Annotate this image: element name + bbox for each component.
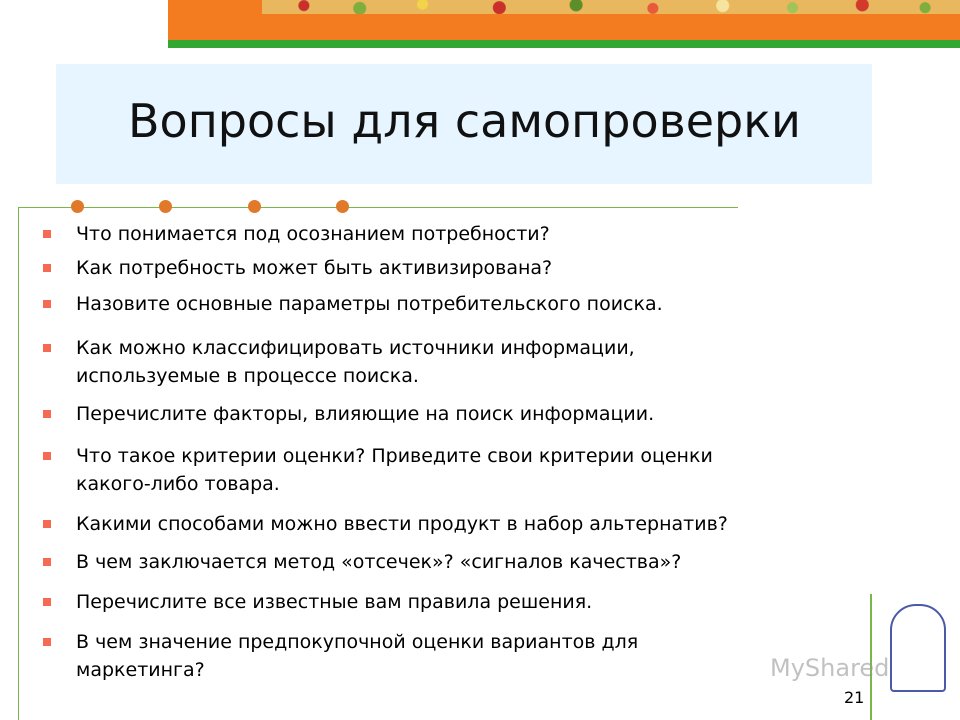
question-text: В чем значение предпокупочной оценки вариантов для [76, 631, 639, 653]
question-item [76, 400, 654, 428]
bullet-icon [43, 598, 51, 606]
slide-title: Вопросы для самопроверки [128, 94, 801, 148]
bullet-icon [43, 230, 51, 238]
question-item [76, 628, 638, 684]
bullet-icon [43, 410, 51, 418]
question-item [76, 254, 552, 282]
bullet-icon [43, 452, 51, 460]
question-text: В чем заключается метод «отсечек»? «сигналов качества»? [76, 551, 682, 573]
question-text: Какими способами можно ввести продукт в набор альтернатив? [76, 513, 728, 535]
question-item [76, 290, 663, 318]
question-text: Что понимается под осознанием потребности? [76, 223, 550, 245]
watermark-text: MyShared [770, 654, 890, 682]
bullet-icon [43, 264, 51, 272]
bullet-icon [43, 638, 51, 646]
bullet-icon [43, 344, 51, 352]
bullet-icon [43, 520, 51, 528]
question-text: Как можно классифицировать источники информации, [76, 337, 635, 359]
question-text: используемые в процессе поиска. [76, 365, 419, 387]
question-item [76, 510, 728, 538]
question-text: какого-либо товара. [76, 473, 280, 495]
question-text: Что такое критерии оценки? Приведите свои критерии оценки [76, 445, 713, 467]
question-item [76, 334, 635, 390]
question-text: маркетинга? [76, 659, 205, 681]
question-item [76, 442, 713, 498]
question-item [76, 548, 681, 576]
question-text: Перечислите факторы, влияющие на поиск информации. [76, 403, 655, 425]
question-text: Перечислите все известные вам правила решения. [76, 591, 593, 613]
question-text: Назовите основные параметры потребительского поиска. [76, 293, 663, 315]
question-text: Как потребность может быть активизирована? [76, 257, 553, 279]
question-item [76, 220, 550, 248]
bullet-icon [43, 558, 51, 566]
page-number: 21 [844, 688, 865, 707]
question-item [76, 588, 592, 616]
bullet-icon [43, 300, 51, 308]
statue-emblem-icon [890, 604, 946, 692]
